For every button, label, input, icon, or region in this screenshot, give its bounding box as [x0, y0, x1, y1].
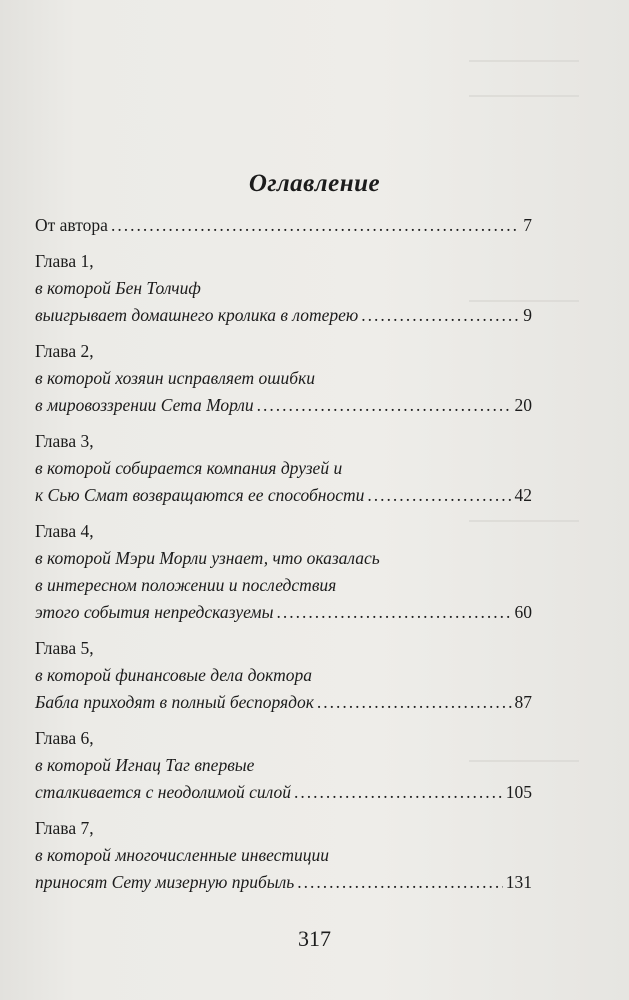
chapter-list	[35, 248, 532, 896]
leader-dots	[276, 599, 511, 626]
page-number: 317	[298, 926, 331, 951]
bleed-through-line	[469, 95, 579, 97]
toc-page-number: 87	[514, 692, 532, 712]
leader-dots	[111, 212, 520, 239]
toc-page-number: 42	[514, 485, 532, 505]
bleed-through-line	[469, 60, 579, 62]
chapter-description-line: в которой хозяин исправляет ошибки	[35, 368, 315, 388]
chapter-last-line	[35, 689, 532, 716]
leader-dots	[297, 869, 503, 896]
chapter-last-line	[35, 779, 532, 806]
toc-chapter-entry[interactable]	[35, 248, 532, 329]
chapter-last-line	[35, 869, 532, 896]
toc-page-number: 20	[514, 395, 532, 415]
toc-entry-author[interactable]	[35, 212, 532, 239]
toc-page-number: 7	[523, 215, 532, 235]
chapter-description-line: в которой Игнац Таг впервые	[35, 755, 255, 775]
chapter-last-line	[35, 302, 532, 329]
toc-entry-label: От автора	[35, 215, 108, 235]
chapter-heading: Глава 6,	[35, 728, 94, 748]
chapter-description-line: приносят Сету мизерную прибыль	[35, 872, 295, 892]
chapter-heading: Глава 2,	[35, 341, 94, 361]
toc-chapter-entry[interactable]	[35, 635, 532, 716]
toc-chapter-entry[interactable]	[35, 725, 532, 806]
chapter-last-line	[35, 482, 532, 509]
toc-page-number: 105	[505, 782, 532, 802]
toc-chapter-entry[interactable]	[35, 428, 532, 509]
chapter-heading: Глава 5,	[35, 638, 94, 658]
leader-dots	[294, 779, 503, 806]
leader-dots	[317, 689, 512, 716]
chapter-description-line: в которой Бен Толчиф	[35, 278, 201, 298]
leader-dots	[367, 482, 511, 509]
chapter-description-line: в интересном положении и последствия	[35, 575, 337, 595]
chapter-description-line: в которой многочисленные инвестиции	[35, 845, 330, 865]
chapter-heading: Глава 7,	[35, 818, 94, 838]
chapter-description-line: Бабла приходят в полный беспорядок	[35, 692, 314, 712]
chapter-description-line: в мировоззрении Сета Морли	[35, 395, 254, 415]
chapter-last-line	[35, 599, 532, 626]
table-of-contents	[35, 212, 532, 896]
chapter-heading: Глава 3,	[35, 431, 94, 451]
chapter-description-line: в которой финансовые дела доктора	[35, 665, 313, 685]
chapter-last-line	[35, 392, 532, 419]
chapter-description-line: этого события непредсказуемы	[35, 602, 274, 622]
toc-page-number: 131	[505, 872, 532, 892]
toc-chapter-entry[interactable]	[35, 338, 532, 419]
page-title: Оглавление	[248, 170, 381, 197]
chapter-heading: Глава 1,	[35, 251, 94, 271]
chapter-description-line: сталкивается с неодолимой силой	[35, 782, 291, 802]
chapter-description-line: в которой собирается компания друзей и	[35, 458, 343, 478]
toc-chapter-entry[interactable]	[35, 815, 532, 896]
chapter-description-line: к Сью Смат возвращаются ее способности	[35, 485, 365, 505]
toc-page-number: 60	[514, 602, 532, 622]
chapter-heading: Глава 4,	[35, 521, 94, 541]
chapter-description-line: в которой Мэри Морли узнает, что оказалась	[35, 548, 380, 568]
toc-page-number: 9	[523, 305, 532, 325]
chapter-description-line: выигрывает домашнего кролика в лотерею	[35, 305, 359, 325]
leader-dots	[361, 302, 520, 329]
toc-chapter-entry[interactable]	[35, 518, 532, 626]
leader-dots	[257, 392, 512, 419]
